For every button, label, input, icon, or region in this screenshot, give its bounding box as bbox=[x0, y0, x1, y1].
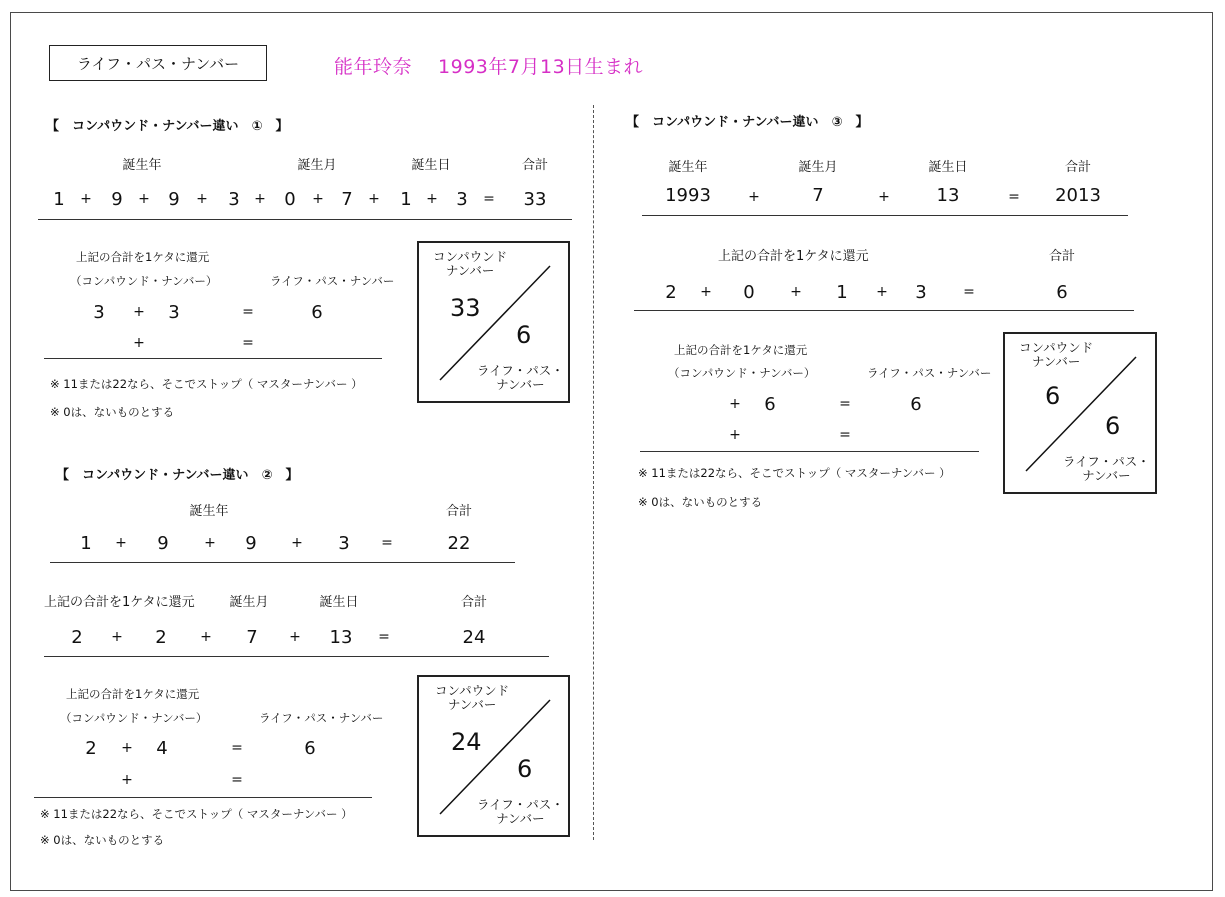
total-value: 6 bbox=[1056, 282, 1068, 303]
box-label-line: ナンバー bbox=[1031, 354, 1081, 369]
box-compound-value: 33 bbox=[450, 294, 481, 322]
plus-sign: + bbox=[729, 396, 741, 412]
digit: 9 bbox=[111, 189, 123, 210]
label-birth-day: 誕生日 bbox=[319, 595, 359, 610]
box-label-line: ライフ・パス・ bbox=[477, 797, 564, 812]
label-birth-day: 誕生日 bbox=[411, 158, 451, 173]
label-birth-month: 誕生月 bbox=[798, 160, 838, 175]
reduce-digit: 3 bbox=[93, 302, 105, 323]
box-lifepath-value: 6 bbox=[516, 321, 532, 349]
box-label-line: ナンバー bbox=[1082, 468, 1131, 483]
digit: 7 bbox=[341, 189, 353, 210]
lifepath-value: 6 bbox=[304, 738, 316, 759]
note-master-number: ※ 11または22なら、そこでストップ（ マスターナンバー ） bbox=[638, 466, 951, 480]
row-underline bbox=[38, 219, 572, 220]
compound-number-label: （コンパウンド・ナンバー） bbox=[70, 274, 218, 288]
compound-number-label: （コンパウンド・ナンバー） bbox=[60, 711, 208, 725]
label-total: 合計 bbox=[521, 158, 549, 173]
equals-sign: = bbox=[242, 335, 254, 351]
label-total: 合計 bbox=[460, 595, 488, 610]
digit: 9 bbox=[245, 533, 257, 554]
plus-sign: + bbox=[291, 535, 303, 551]
note-master-number: ※ 11または22なら、そこでストップ（ マスターナンバー ） bbox=[50, 377, 363, 391]
reduce-label: 上記の合計を1ケタに還元 bbox=[44, 595, 195, 610]
column-divider bbox=[593, 105, 594, 840]
plus-sign: + bbox=[80, 191, 92, 207]
box-lifepath-label bbox=[477, 364, 564, 392]
plus-sign: + bbox=[121, 772, 133, 788]
box-label-line: ナンバー bbox=[496, 811, 545, 826]
plus-sign: + bbox=[115, 535, 127, 551]
plus-sign: + bbox=[133, 335, 145, 351]
box-label-line: ナンバー bbox=[447, 697, 497, 712]
label-birth-month: 誕生月 bbox=[297, 158, 337, 173]
label-birth-year: 誕生年 bbox=[122, 158, 162, 173]
plus-sign: + bbox=[878, 189, 890, 205]
digit: 1 bbox=[53, 189, 65, 210]
note-master-number: ※ 11または22なら、そこでストップ（ マスターナンバー ） bbox=[40, 807, 353, 821]
reduce-digit: 6 bbox=[764, 394, 776, 415]
note-zero: ※ 0は、ないものとする bbox=[40, 833, 165, 847]
box-lifepath-label bbox=[477, 798, 564, 826]
box-label-line: ナンバー bbox=[445, 263, 495, 278]
month-value: 7 bbox=[812, 185, 824, 206]
row-underline bbox=[44, 656, 549, 657]
person-birth-info: 能年玲奈 1993年7月13日生まれ bbox=[334, 56, 644, 78]
plus-sign: + bbox=[876, 284, 888, 300]
lifepath-label: ライフ・パス・ナンバー bbox=[259, 711, 384, 725]
plus-sign: + bbox=[138, 191, 150, 207]
total-value: 24 bbox=[462, 627, 486, 648]
digit: 0 bbox=[284, 189, 296, 210]
equals-sign: = bbox=[1008, 189, 1020, 205]
result-box bbox=[417, 675, 570, 837]
box-label-line: ライフ・パス・ bbox=[477, 363, 564, 378]
reduce-label: 上記の合計を1ケタに還元 bbox=[674, 343, 808, 357]
equals-sign: = bbox=[231, 740, 243, 756]
digit: 1 bbox=[80, 533, 92, 554]
digit: 3 bbox=[915, 282, 927, 303]
digit: 13 bbox=[329, 627, 353, 648]
page-title: ライフ・パス・ナンバー bbox=[76, 54, 240, 73]
section-heading: 【 コンパウンド・ナンバー違い ① 】 bbox=[46, 119, 289, 134]
box-lifepath-label bbox=[1063, 455, 1150, 483]
digit: 3 bbox=[228, 189, 240, 210]
plus-sign: + bbox=[204, 535, 216, 551]
equals-sign: = bbox=[381, 535, 393, 551]
day-value: 13 bbox=[936, 185, 960, 206]
digit: 3 bbox=[338, 533, 350, 554]
plus-sign: + bbox=[748, 189, 760, 205]
label-birth-year: 誕生年 bbox=[189, 504, 229, 519]
plus-sign: + bbox=[196, 191, 208, 207]
box-compound-label bbox=[1019, 341, 1093, 369]
lifepath-value: 6 bbox=[311, 302, 323, 323]
lifepath-label: ライフ・パス・ナンバー bbox=[867, 366, 992, 380]
box-label-line: ナンバー bbox=[496, 377, 545, 392]
label-total: 合計 bbox=[1048, 249, 1076, 264]
row-underline bbox=[634, 310, 1134, 311]
label-total: 合計 bbox=[445, 504, 473, 519]
label-birth-month: 誕生月 bbox=[229, 595, 269, 610]
digit: 9 bbox=[157, 533, 169, 554]
plus-sign: + bbox=[133, 304, 145, 320]
box-label-line: コンパウンド bbox=[435, 683, 510, 698]
row-underline bbox=[640, 451, 979, 452]
note-zero: ※ 0は、ないものとする bbox=[638, 495, 763, 509]
equals-sign: = bbox=[231, 772, 243, 788]
plus-sign: + bbox=[729, 427, 741, 443]
box-compound-value: 6 bbox=[1045, 382, 1061, 410]
equals-sign: = bbox=[378, 629, 390, 645]
total-value: 22 bbox=[447, 533, 471, 554]
digit: 3 bbox=[456, 189, 468, 210]
box-compound-label bbox=[435, 684, 509, 712]
label-birth-day: 誕生日 bbox=[928, 160, 968, 175]
box-lifepath-value: 6 bbox=[1105, 412, 1121, 440]
digit: 7 bbox=[246, 627, 258, 648]
section-heading: 【 コンパウンド・ナンバー違い ② 】 bbox=[56, 468, 299, 483]
box-label-line: コンパウンド bbox=[433, 249, 508, 264]
row-underline bbox=[50, 562, 515, 563]
row-underline bbox=[34, 797, 372, 798]
year-value: 1993 bbox=[665, 185, 711, 206]
reduce-label: 上記の合計を1ケタに還元 bbox=[718, 249, 869, 264]
equals-sign: = bbox=[839, 427, 851, 443]
digit: 1 bbox=[836, 282, 848, 303]
box-label-line: ライフ・パス・ bbox=[1063, 454, 1150, 469]
plus-sign: + bbox=[790, 284, 802, 300]
reduce-digit: 3 bbox=[168, 302, 180, 323]
lifepath-value: 6 bbox=[910, 394, 922, 415]
equals-sign: = bbox=[963, 284, 975, 300]
equals-sign: = bbox=[839, 396, 851, 412]
equals-sign: = bbox=[483, 191, 495, 207]
equals-sign: = bbox=[242, 304, 254, 320]
compound-number-label: （コンパウンド・ナンバー） bbox=[668, 366, 816, 380]
total-value: 33 bbox=[523, 189, 547, 210]
box-compound-value: 24 bbox=[451, 728, 482, 756]
row-underline bbox=[642, 215, 1128, 216]
reduce-digit: 2 bbox=[85, 738, 97, 759]
lifepath-label: ライフ・パス・ナンバー bbox=[270, 274, 395, 288]
plus-sign: + bbox=[368, 191, 380, 207]
total-value: 2013 bbox=[1055, 185, 1101, 206]
label-birth-year: 誕生年 bbox=[668, 160, 708, 175]
digit: 1 bbox=[400, 189, 412, 210]
digit: 2 bbox=[665, 282, 677, 303]
note-zero: ※ 0は、ないものとする bbox=[50, 405, 175, 419]
page-title-box bbox=[49, 45, 267, 81]
section-heading: 【 コンパウンド・ナンバー違い ③ 】 bbox=[626, 115, 869, 130]
plus-sign: + bbox=[312, 191, 324, 207]
result-box bbox=[1003, 332, 1157, 494]
plus-sign: + bbox=[121, 740, 133, 756]
box-label-line: コンパウンド bbox=[1019, 340, 1094, 355]
row-underline bbox=[44, 358, 382, 359]
box-compound-label bbox=[433, 250, 507, 278]
reduce-label: 上記の合計を1ケタに還元 bbox=[76, 250, 210, 264]
reduce-label: 上記の合計を1ケタに還元 bbox=[66, 687, 200, 701]
plus-sign: + bbox=[289, 629, 301, 645]
plus-sign: + bbox=[426, 191, 438, 207]
reduce-digit: 4 bbox=[156, 738, 168, 759]
plus-sign: + bbox=[200, 629, 212, 645]
digit: 2 bbox=[71, 627, 83, 648]
plus-sign: + bbox=[254, 191, 266, 207]
label-total: 合計 bbox=[1064, 160, 1092, 175]
digit: 0 bbox=[743, 282, 755, 303]
result-box bbox=[417, 241, 570, 403]
digit: 2 bbox=[155, 627, 167, 648]
plus-sign: + bbox=[111, 629, 123, 645]
plus-sign: + bbox=[700, 284, 712, 300]
box-lifepath-value: 6 bbox=[517, 755, 533, 783]
digit: 9 bbox=[168, 189, 180, 210]
